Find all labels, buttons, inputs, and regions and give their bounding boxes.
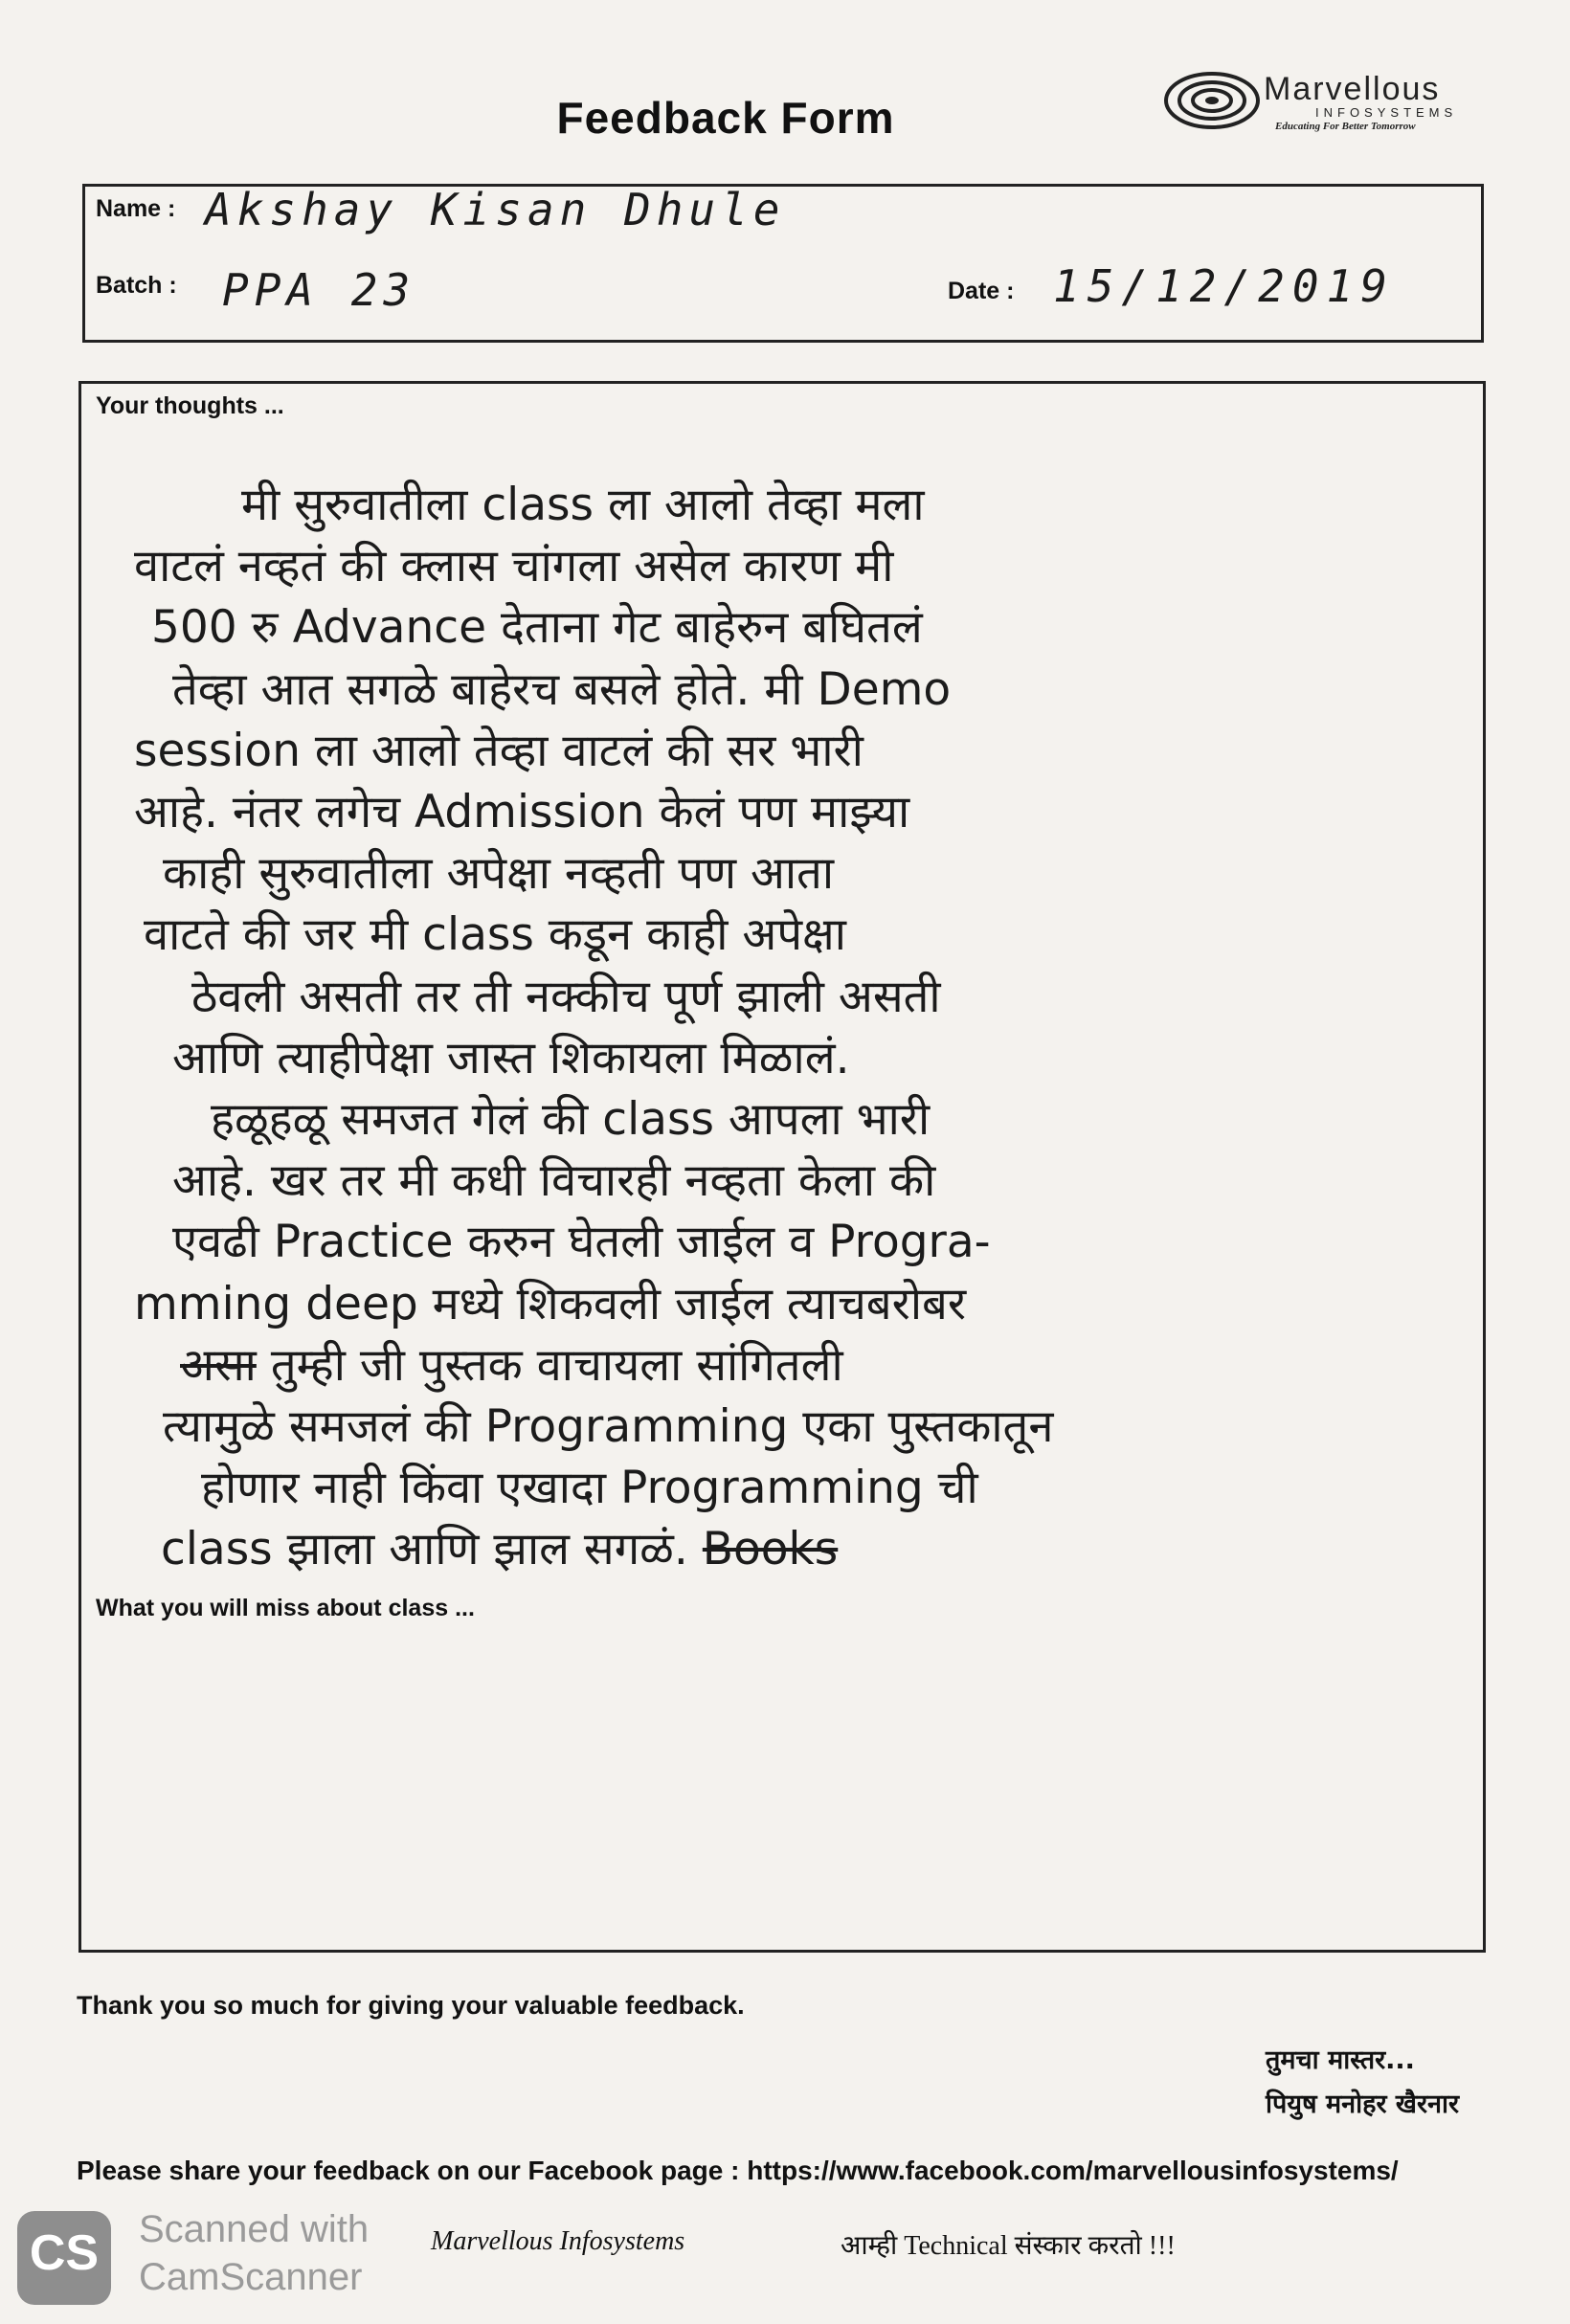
- name-label: Name :: [96, 195, 176, 222]
- feedback-line: आणि त्याहीपेक्षा जास्त शिकायला मिळालं.: [172, 1031, 850, 1084]
- feedback-line: mming deep मध्ये शिकवली जाईल त्याचबरोबर: [134, 1277, 967, 1330]
- camscanner-icon: [17, 2211, 111, 2305]
- marvellous-logo: [1162, 69, 1526, 136]
- brand-signature: Marvellous Infosystems: [431, 2226, 685, 2256]
- feedback-line: एवढी Practice करुन घेतली जाईल व Progra-: [172, 1216, 991, 1269]
- facebook-share-text: Please share your feedback on our Facebook page : https://www.facebook.com/marvellousinfosystems/: [77, 2156, 1399, 2185]
- form-title: Feedback Form: [556, 93, 895, 143]
- logo-tagline: Educating For Better Tomorrow: [1275, 121, 1416, 132]
- name-value: Akshay Kisan Dhule: [205, 184, 786, 235]
- logo-name: Marvellous: [1264, 71, 1441, 107]
- miss-label: What you will miss about class ...: [96, 1595, 475, 1621]
- signature-line-1: तुमचा मास्तर...: [1266, 2045, 1415, 2075]
- feedback-line: हळूहळू समजत गेलं की class आपला भारी: [211, 1093, 931, 1147]
- batch-label: Batch :: [96, 272, 177, 299]
- feedback-line: मी सुरुवातीला class ला आलो तेव्हा मला: [241, 479, 925, 531]
- feedback-line: वाटते की जर मी class कडून काही अपेक्षा: [144, 908, 846, 962]
- motto-text: आम्ही Technical संस्कार करतो !!!: [841, 2231, 1176, 2261]
- signature-line-2: पियुष मनोहर खैरनार: [1266, 2089, 1460, 2119]
- watermark-line-2: CamScanner: [139, 2256, 363, 2298]
- feedback-line-text: class झाला आणि झाल सगळं.: [161, 1523, 688, 1576]
- watermark-line-1: Scanned with: [139, 2208, 370, 2250]
- feedback-line: session ला आलो तेव्हा वाटलं की सर भारी: [134, 724, 864, 777]
- logo-sub: INFOSYSTEMS: [1315, 105, 1458, 120]
- thanks-text: Thank you so much for giving your valuable feedback.: [77, 1991, 745, 2020]
- thoughts-label: Your thoughts ...: [96, 392, 284, 419]
- feedback-line: [134, 1335, 1474, 1397]
- date-value: 15/12/2019: [1053, 260, 1395, 312]
- feedback-line: 500 रु Advance देताना गेट बाहेरुन बघितलं: [151, 601, 923, 655]
- spiral-logo-icon: [1162, 69, 1267, 132]
- feedback-line: ठेवली असती तर ती नक्कीच पूर्ण झाली असती: [191, 970, 941, 1023]
- handwritten-feedback: [134, 475, 1474, 1581]
- feedback-line: वाटलं नव्हतं की क्लास चांगला असेल कारण मी: [134, 540, 894, 593]
- feedback-line: तेव्हा आत सगळे बाहेरच बसले होते. मी Demo: [172, 662, 952, 716]
- camscanner-watermark: [139, 2205, 369, 2301]
- camscanner-icon-label: CS: [29, 2225, 100, 2281]
- struck-word: Books: [702, 1523, 839, 1576]
- feedback-line: आहे. खर तर मी कधी विचारही नव्हता केला की: [172, 1154, 936, 1208]
- struck-word: असा: [180, 1338, 257, 1392]
- feedback-line: त्यामुळे समजलं की Programming एका पुस्तकातून: [163, 1400, 1054, 1454]
- feedback-line: काही सुरुवातीला अपेक्षा नव्हती पण आता: [163, 847, 835, 901]
- date-label: Date :: [948, 278, 1015, 304]
- feedback-line: [134, 1519, 1474, 1580]
- feedback-line-text: तुम्ही जी पुस्तक वाचायला सांगितली: [270, 1338, 843, 1392]
- batch-value: PPA 23: [222, 264, 416, 316]
- feedback-line: होणार नाही किंवा एखादा Programming ची: [201, 1462, 978, 1515]
- feedback-line: आहे. नंतर लगेच Admission केलं पण माझ्या: [134, 786, 910, 839]
